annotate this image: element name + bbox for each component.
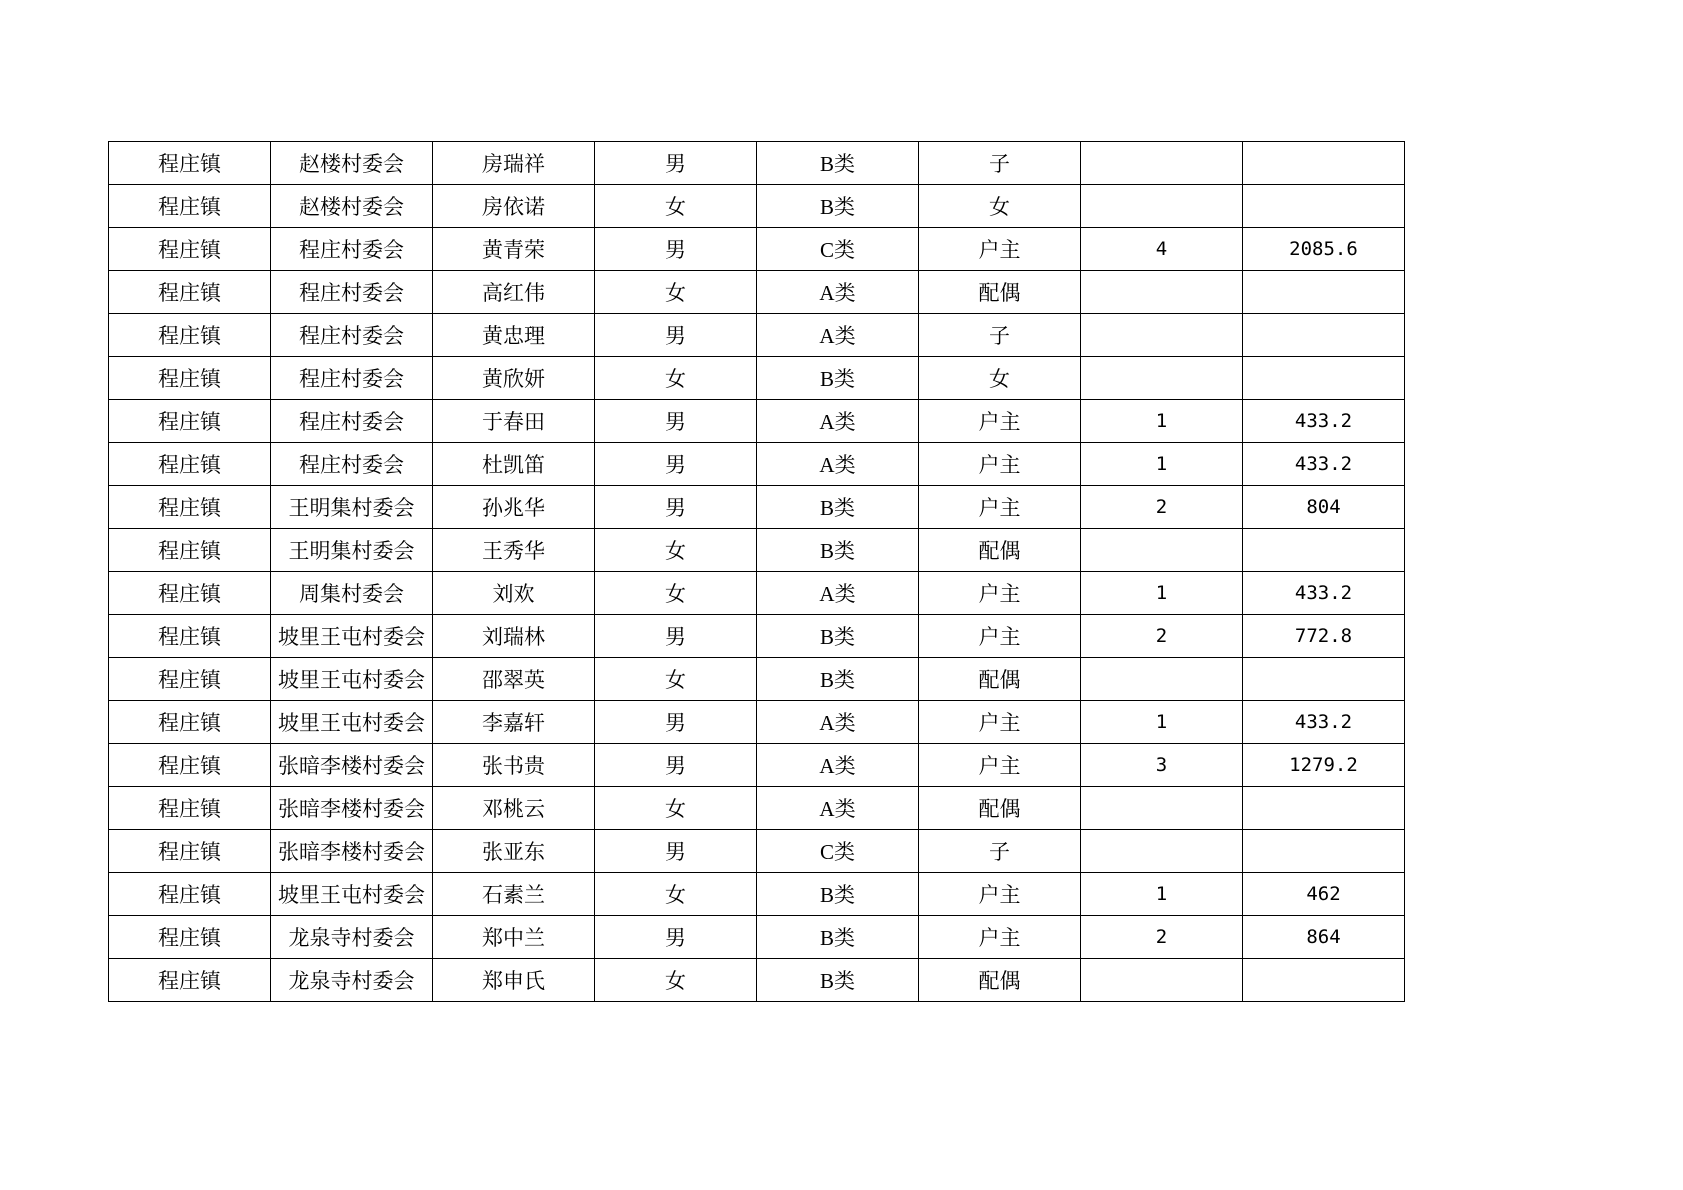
- cell-household-size: 1: [1081, 400, 1243, 443]
- table-row: [109, 443, 1405, 486]
- cell-category: B类: [757, 658, 919, 701]
- cell-category: A类: [757, 314, 919, 357]
- cell-amount: 433.2: [1243, 572, 1405, 615]
- table-row: [109, 787, 1405, 830]
- table-row: [109, 486, 1405, 529]
- cell-household-size: 2: [1081, 615, 1243, 658]
- table-row: [109, 959, 1405, 1002]
- cell-gender: 男: [595, 916, 757, 959]
- cell-relation: 女: [919, 357, 1081, 400]
- cell-relation: 户主: [919, 873, 1081, 916]
- table-row: [109, 142, 1405, 185]
- cell-town: 程庄镇: [109, 486, 271, 529]
- cell-name: 李嘉轩: [433, 701, 595, 744]
- cell-village: 周集村委会: [271, 572, 433, 615]
- cell-name: 黄欣妍: [433, 357, 595, 400]
- cell-gender: 女: [595, 658, 757, 701]
- cell-village: 张暗李楼村委会: [271, 830, 433, 873]
- cell-name: 郑中兰: [433, 916, 595, 959]
- table-row: [109, 658, 1405, 701]
- table-row: [109, 744, 1405, 787]
- cell-gender: 男: [595, 400, 757, 443]
- table-row: [109, 830, 1405, 873]
- cell-village: 张暗李楼村委会: [271, 744, 433, 787]
- cell-village: 坡里王屯村委会: [271, 658, 433, 701]
- cell-amount: 864: [1243, 916, 1405, 959]
- cell-town: 程庄镇: [109, 443, 271, 486]
- cell-gender: 女: [595, 271, 757, 314]
- table-row: [109, 572, 1405, 615]
- cell-amount: [1243, 529, 1405, 572]
- cell-household-size: 1: [1081, 572, 1243, 615]
- cell-town: 程庄镇: [109, 615, 271, 658]
- cell-household-size: 3: [1081, 744, 1243, 787]
- cell-relation: 配偶: [919, 787, 1081, 830]
- cell-amount: 433.2: [1243, 701, 1405, 744]
- cell-village: 王明集村委会: [271, 486, 433, 529]
- cell-gender: 女: [595, 185, 757, 228]
- cell-village: 张暗李楼村委会: [271, 787, 433, 830]
- cell-village: 程庄村委会: [271, 443, 433, 486]
- table-row: [109, 314, 1405, 357]
- cell-amount: [1243, 314, 1405, 357]
- cell-village: 程庄村委会: [271, 271, 433, 314]
- cell-amount: [1243, 142, 1405, 185]
- cell-amount: [1243, 658, 1405, 701]
- cell-name: 张书贵: [433, 744, 595, 787]
- cell-relation: 户主: [919, 443, 1081, 486]
- cell-relation: 子: [919, 830, 1081, 873]
- cell-town: 程庄镇: [109, 873, 271, 916]
- cell-name: 高红伟: [433, 271, 595, 314]
- table-row: [109, 185, 1405, 228]
- table-row: [109, 271, 1405, 314]
- cell-relation: 户主: [919, 701, 1081, 744]
- cell-household-size: [1081, 185, 1243, 228]
- cell-household-size: [1081, 959, 1243, 1002]
- cell-amount: 772.8: [1243, 615, 1405, 658]
- cell-relation: 户主: [919, 744, 1081, 787]
- cell-name: 郑申氏: [433, 959, 595, 1002]
- cell-category: B类: [757, 873, 919, 916]
- cell-relation: 配偶: [919, 271, 1081, 314]
- cell-household-size: [1081, 529, 1243, 572]
- cell-gender: 男: [595, 443, 757, 486]
- cell-relation: 子: [919, 314, 1081, 357]
- cell-category: B类: [757, 185, 919, 228]
- cell-amount: 804: [1243, 486, 1405, 529]
- cell-relation: 户主: [919, 228, 1081, 271]
- cell-village: 程庄村委会: [271, 228, 433, 271]
- table-row: [109, 873, 1405, 916]
- cell-relation: 户主: [919, 615, 1081, 658]
- table-row: [109, 615, 1405, 658]
- cell-category: C类: [757, 830, 919, 873]
- cell-town: 程庄镇: [109, 271, 271, 314]
- cell-town: 程庄镇: [109, 400, 271, 443]
- cell-name: 于春田: [433, 400, 595, 443]
- cell-town: 程庄镇: [109, 142, 271, 185]
- cell-household-size: 1: [1081, 701, 1243, 744]
- cell-town: 程庄镇: [109, 185, 271, 228]
- cell-relation: 户主: [919, 572, 1081, 615]
- cell-household-size: [1081, 271, 1243, 314]
- cell-relation: 户主: [919, 486, 1081, 529]
- cell-village: 龙泉寺村委会: [271, 916, 433, 959]
- cell-category: B类: [757, 486, 919, 529]
- cell-village: 坡里王屯村委会: [271, 873, 433, 916]
- cell-town: 程庄镇: [109, 658, 271, 701]
- cell-town: 程庄镇: [109, 314, 271, 357]
- cell-household-size: [1081, 314, 1243, 357]
- table-row: [109, 529, 1405, 572]
- table-row: [109, 916, 1405, 959]
- cell-village: 赵楼村委会: [271, 185, 433, 228]
- cell-amount: 433.2: [1243, 400, 1405, 443]
- cell-name: 孙兆华: [433, 486, 595, 529]
- cell-household-size: [1081, 142, 1243, 185]
- cell-gender: 男: [595, 142, 757, 185]
- cell-name: 刘欢: [433, 572, 595, 615]
- cell-town: 程庄镇: [109, 916, 271, 959]
- cell-gender: 女: [595, 572, 757, 615]
- table-row: [109, 400, 1405, 443]
- cell-name: 杜凯笛: [433, 443, 595, 486]
- cell-amount: [1243, 787, 1405, 830]
- cell-gender: 女: [595, 529, 757, 572]
- cell-category: A类: [757, 787, 919, 830]
- cell-relation: 配偶: [919, 959, 1081, 1002]
- cell-village: 坡里王屯村委会: [271, 701, 433, 744]
- cell-name: 房瑞祥: [433, 142, 595, 185]
- cell-category: A类: [757, 572, 919, 615]
- cell-household-size: 4: [1081, 228, 1243, 271]
- table-row: [109, 701, 1405, 744]
- cell-amount: [1243, 357, 1405, 400]
- cell-category: A类: [757, 701, 919, 744]
- cell-gender: 女: [595, 787, 757, 830]
- cell-amount: [1243, 271, 1405, 314]
- cell-household-size: 1: [1081, 443, 1243, 486]
- cell-name: 刘瑞林: [433, 615, 595, 658]
- cell-town: 程庄镇: [109, 701, 271, 744]
- cell-village: 坡里王屯村委会: [271, 615, 433, 658]
- cell-gender: 女: [595, 959, 757, 1002]
- cell-amount: 433.2: [1243, 443, 1405, 486]
- cell-household-size: [1081, 830, 1243, 873]
- cell-household-size: [1081, 787, 1243, 830]
- cell-town: 程庄镇: [109, 959, 271, 1002]
- cell-household-size: 2: [1081, 486, 1243, 529]
- cell-relation: 户主: [919, 400, 1081, 443]
- cell-category: A类: [757, 744, 919, 787]
- cell-village: 程庄村委会: [271, 357, 433, 400]
- cell-amount: 462: [1243, 873, 1405, 916]
- cell-name: 黄青荣: [433, 228, 595, 271]
- cell-relation: 子: [919, 142, 1081, 185]
- cell-household-size: 2: [1081, 916, 1243, 959]
- cell-town: 程庄镇: [109, 357, 271, 400]
- cell-household-size: [1081, 658, 1243, 701]
- cell-name: 黄忠理: [433, 314, 595, 357]
- cell-gender: 男: [595, 701, 757, 744]
- cell-town: 程庄镇: [109, 830, 271, 873]
- cell-household-size: [1081, 357, 1243, 400]
- cell-village: 程庄村委会: [271, 400, 433, 443]
- cell-category: C类: [757, 228, 919, 271]
- cell-relation: 配偶: [919, 658, 1081, 701]
- cell-amount: [1243, 830, 1405, 873]
- cell-category: A类: [757, 400, 919, 443]
- cell-category: B类: [757, 142, 919, 185]
- table-body: [109, 142, 1405, 1002]
- data-table: [108, 141, 1405, 1002]
- cell-gender: 男: [595, 744, 757, 787]
- cell-amount: 1279.2: [1243, 744, 1405, 787]
- cell-town: 程庄镇: [109, 744, 271, 787]
- cell-category: B类: [757, 615, 919, 658]
- cell-name: 房依诺: [433, 185, 595, 228]
- cell-gender: 男: [595, 314, 757, 357]
- cell-gender: 男: [595, 486, 757, 529]
- table-row: [109, 357, 1405, 400]
- cell-town: 程庄镇: [109, 228, 271, 271]
- cell-relation: 配偶: [919, 529, 1081, 572]
- cell-name: 张亚东: [433, 830, 595, 873]
- cell-category: B类: [757, 916, 919, 959]
- cell-village: 龙泉寺村委会: [271, 959, 433, 1002]
- table-row: [109, 228, 1405, 271]
- cell-village: 王明集村委会: [271, 529, 433, 572]
- cell-category: B类: [757, 959, 919, 1002]
- cell-name: 邓桃云: [433, 787, 595, 830]
- cell-gender: 男: [595, 615, 757, 658]
- cell-amount: 2085.6: [1243, 228, 1405, 271]
- cell-village: 赵楼村委会: [271, 142, 433, 185]
- cell-gender: 男: [595, 228, 757, 271]
- cell-category: B类: [757, 529, 919, 572]
- cell-name: 邵翠英: [433, 658, 595, 701]
- cell-name: 石素兰: [433, 873, 595, 916]
- cell-name: 王秀华: [433, 529, 595, 572]
- cell-relation: 户主: [919, 916, 1081, 959]
- cell-gender: 女: [595, 873, 757, 916]
- cell-town: 程庄镇: [109, 572, 271, 615]
- cell-village: 程庄村委会: [271, 314, 433, 357]
- cell-relation: 女: [919, 185, 1081, 228]
- cell-town: 程庄镇: [109, 529, 271, 572]
- cell-amount: [1243, 959, 1405, 1002]
- cell-category: A类: [757, 271, 919, 314]
- cell-category: B类: [757, 357, 919, 400]
- cell-gender: 女: [595, 357, 757, 400]
- cell-category: A类: [757, 443, 919, 486]
- cell-amount: [1243, 185, 1405, 228]
- cell-town: 程庄镇: [109, 787, 271, 830]
- cell-household-size: 1: [1081, 873, 1243, 916]
- cell-gender: 男: [595, 830, 757, 873]
